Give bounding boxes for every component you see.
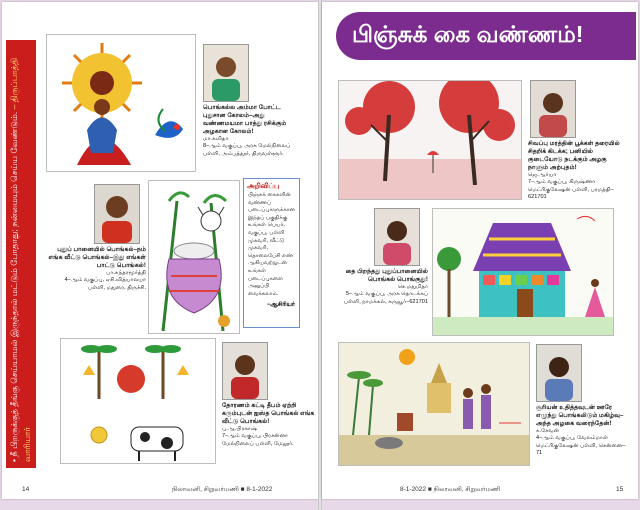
caption-2-details: 4–ஆம் வகுப்பு, ஏசி.வித்யாலயா பள்ளி, மதுரை, திருச்சி. (64, 277, 146, 291)
caption-6-name: க.சேவன் (536, 428, 559, 434)
caption-5 (338, 268, 428, 306)
caption-6 (536, 404, 628, 458)
caption-5-details: 5–ஆம் வகுப்பு, அரசு தொடக்கப் பள்ளி, நாமக்கல், கருவூர்–621701 (343, 291, 428, 305)
caption-5-poem: தை பிறந்தது புதுப்பானையில் பொங்கல் பொங்குது! (345, 268, 428, 283)
caption-6-poem: சூரியன் உதித்தவுடன் ஊரே எழுந்து பொங்கலிடும் மகிழ்வு–அந்த அழகை வரைந்தேன்! (536, 404, 624, 427)
drawing-red-trees (338, 80, 522, 200)
left-masthead: நிலாவனி, சிறுவர்மணி ■ 8-1-2022 (172, 486, 273, 493)
caption-4 (528, 140, 622, 202)
caption-3 (222, 402, 316, 448)
page-title: பிஞ்சுக் கை வண்ணம்! (352, 21, 584, 47)
artist-photo-4 (530, 80, 576, 138)
notice-heading: அறிவிப்பு (247, 182, 280, 190)
caption-4-details: 7–ஆம் வகுப்பு, கிருஷ்ணா மெட்ரிகுலேஷன் பள்ளி, பரமத்தி–621701 (528, 179, 614, 201)
left-footer (22, 486, 273, 493)
caption-6-details: 4–ஆம் வகுப்பு, வேலம்மாள் மெட்ரிகுலேஷன் பள்ளி, சென்னை–71 (536, 435, 626, 457)
side-quote: • நீ பிறருக்குத் தீங்கு செய்யாமல் இருந்தால் மட்டும் போதாது; நன்மையும் செய்ய வேண்டும். – திருப்பாத்தி வாரியார் (9, 57, 32, 462)
caption-3-name: பு.ஆ.பிரகாஷ் (222, 426, 258, 432)
caption-1-details: 8–ஆம் வகுப்பு, அரசு மேல்நிலைப் பள்ளி, அம்பத்தூர், திருவள்ளூர். (203, 143, 291, 157)
notice-sign: –ஆசிரியர் (267, 301, 295, 309)
drawing-pongal-pot (148, 180, 240, 334)
drawing-village-scene (338, 342, 530, 466)
caption-3-details: 7–ஆம் வகுப்பு, பிரசன்னா மேல்நிலைப் பள்ளி, மேலூர். (222, 433, 294, 447)
side-quote-author: – திருப்பாத்தி வாரியார் (9, 57, 32, 462)
artist-photo-1 (203, 44, 249, 102)
caption-3-poem: தோரணம் கட்டி தீபம் ஏற்றி கரும்புடன் ஐஸ்த பொங்கல் எங்க வீட்டு பொங்கல்! (222, 402, 315, 425)
artist-photo-6 (536, 344, 582, 402)
artist-photo-2 (94, 184, 140, 244)
title-banner (336, 12, 636, 60)
left-page-number: 14 (22, 486, 30, 493)
caption-5-name: செ.மதுமிதா (397, 284, 428, 290)
caption-4-name: ஜெ.ஆர்யா (528, 172, 557, 178)
right-masthead: 8-1-2022 ■ நிலாவனி, சிறுவர்மணி (400, 486, 501, 493)
drawing-goddess (46, 34, 196, 172)
caption-2 (48, 246, 146, 292)
side-quote-text: நீ பிறருக்குத் தீங்கு செய்யாமல் இருந்தால் மட்டும் போதாது; நன்மையும் செய்ய வேண்டும். (9, 111, 19, 457)
caption-4-poem: சிவப்பு மரத்தின் பூக்கள் தரையில் சிதறிக் கிடக்க; பனியில் குடையோடு நடக்கும் அழகு நாளும் அற்புதம்! (528, 140, 620, 171)
caption-2-name: பா.சுந்தரமூர்த்தி (106, 270, 146, 276)
caption-1-name: மா.கவிதா (203, 136, 229, 142)
drawing-pongal-cow (60, 338, 216, 464)
artist-photo-5 (374, 208, 420, 266)
right-page-number: 15 (616, 486, 624, 493)
drawing-colorful-house (432, 208, 614, 336)
caption-1-poem: பொங்கல்ல அம்மா போட்ட புதுசான கோலம்–அது வண்ணமயமா பாத்து ரசிக்கும் அழகான கோலம்! (203, 104, 287, 135)
notice-body: பிஞ்சுக் கைகளின் வண்ணப் படைப்புகளுக்கான இந்தப் பகுதிக்கு உங்கள் பெயர், வகுப்பு, பள்ளி முகவரி, வீட்டு முகவரி, தொலைபேசி எண் ஆகியவற்றுடன் உங்கள் படைப்புகளை அனுப்பி வைக்கலாம். (248, 192, 295, 297)
editor-notice (243, 178, 300, 328)
artist-photo-3 (222, 342, 268, 400)
caption-2-poem: புதுப் பானையில் பொங்கல்–நம் எங்க வீட்டு பொங்கல்–இது எங்கள் பாட்டு பொங்கல்! (48, 246, 146, 269)
caption-1 (203, 104, 297, 158)
